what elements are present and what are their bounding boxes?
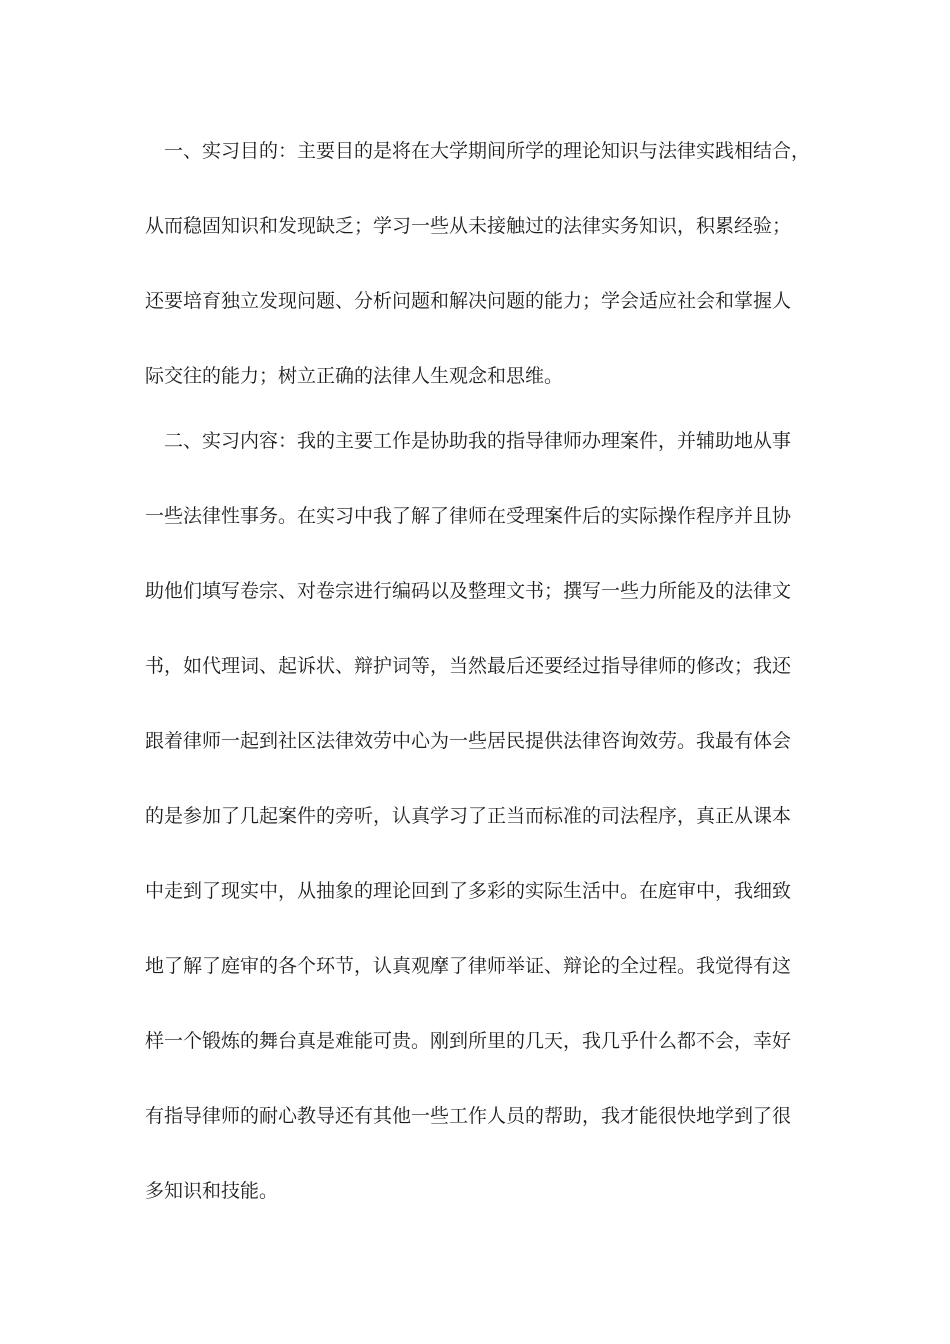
text-line: 从而稳固知识和发现缺乏；学习一些从未接触过的法律实务知识，积累经验； — [145, 215, 792, 237]
text-line: 样一个锻炼的舞台真是难能可贵。刚到所里的几天，我几乎什么都不会，幸好 — [145, 1030, 792, 1052]
paragraph-internship-purpose — [145, 133, 810, 395]
text-line: 跟着律师一起到社区法律效劳中心为一些居民提供法律咨询效劳。我最有体会 — [145, 730, 792, 752]
document-body — [145, 133, 810, 1248]
text-line: 助他们填写卷宗、对卷宗进行编码以及整理文书；撰写一些力所能及的法律文 — [145, 580, 792, 602]
text-line: 有指导律师的耐心教导还有其他一些工作人员的帮助，我才能很快地学到了很 — [145, 1105, 792, 1127]
text-line: 的是参加了几起案件的旁听，认真学习了正当而标准的司法程序，真正从课本 — [145, 805, 792, 827]
text-line: 二、实习内容：我的主要工作是协助我的指导律师办理案件，并辅助地从事 — [164, 430, 792, 452]
paragraph-internship-content — [145, 423, 810, 1210]
text-line: 多知识和技能。 — [145, 1180, 279, 1202]
text-line: 中走到了现实中，从抽象的理论回到了多彩的实际生活中。在庭审中，我细致 — [145, 880, 792, 902]
text-line: 还要培育独立发现问题、分析问题和解决问题的能力；学会适应社会和掌握人 — [145, 290, 792, 312]
text-line: 一、实习目的：主要目的是将在大学期间所学的理论知识与法律实践相结合， — [164, 140, 811, 162]
text-line: 一些法律性事务。在实习中我了解了律师在受理案件后的实际操作程序并且协 — [145, 505, 792, 527]
text-line: 书，如代理词、起诉状、辩护词等，当然最后还要经过指导律师的修改；我还 — [145, 655, 792, 677]
text-line: 际交往的能力；树立正确的法律人生观念和思维。 — [145, 365, 564, 387]
text-line: 地了解了庭审的各个环节，认真观摩了律师举证、辩论的全过程。我觉得有这 — [145, 955, 792, 977]
